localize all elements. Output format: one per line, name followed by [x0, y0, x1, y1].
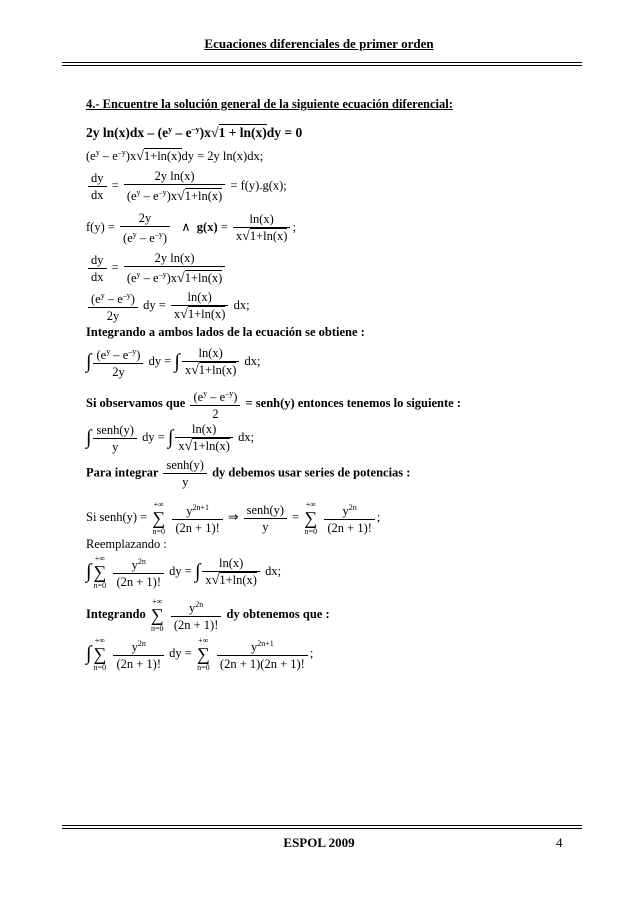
step-6: ∫ $\frac{(e^y - e^{-y})}{2y}$ dy = ∫ $\frac{\ln(x)}{x√1+\ln(x)}$ dx; — [86, 346, 261, 379]
step-4: $\frac{dy}{dx}$ = $\frac{\text{2y ln(x)}}{(e^y - e^{-y})x√1+\ln(x)}$ — [86, 250, 227, 287]
integrating-text: Integrando a ambos lados de la ecuación se obtiene : — [86, 325, 365, 339]
step-7: ∫ $\frac{\text{senh(y)}}{y}$ dy = ∫ $\frac{\ln(x)}{x√1+\ln(x)}$ dx; — [86, 422, 255, 454]
header-rule — [62, 65, 582, 66]
integrating-2-line: Integrando +∞ ∑ n=0 $\frac{y^{2n}}{(2n + 1)!}$ dy obtenemos que : — [86, 597, 330, 633]
final-result: ∫+∞ ∑ n=0 $\frac{y^{2n}}{(2n + 1)!}$ dy = +∞ ∑ n=0 $\frac{y^{2n+1}}{(2n + 1)(2n + 1)!}$ ; — [86, 636, 314, 672]
series-definition: Si senh(y) = +∞ ∑ n=0 $\frac{y^{2n+1}}{(2n + 1)!}$ ⇒ $\frac{\text{senh(y)}}{y}$ = +∞ ∑ n=0 $\frac{y^{2n}}{(2n + 1)!}$ ; — [86, 500, 381, 536]
step-3: f(y) = $\frac{2y}{(e^y - e^{-y})}$ ∧ g(x) = $\frac{\ln(x)}{x√1+\ln(x)}$ ; — [86, 211, 296, 245]
exercise-title: 4.- Encuentre la solución general de la siguiente ecuación diferencial: — [86, 97, 453, 111]
step-2: $\frac{dy}{dx}$ = $\frac{\text{2y ln(x)}}{(e^y - e^{-y})x√1+\ln(x)}$ = f(y).g(x); — [86, 168, 287, 205]
header-rule — [62, 62, 582, 63]
main-equation: 2y $\ln(x)dx - (e^y - e^{-y})x√1 + \ln(x)dy = 0$ — [86, 125, 303, 141]
power-series-line: Para integrar $\frac{\text{senh(y)}}{y}$ dy debemos usar series de potencias : — [86, 458, 411, 489]
page-number: 4 — [556, 835, 563, 850]
step-1: $(e^y - e^{-y})x√1+\ln(x)dy = 2y$ ln(x)dx; — [86, 148, 264, 164]
footer-rule — [62, 825, 582, 826]
footer-rule — [62, 828, 582, 829]
page-header-title: Ecuaciones diferenciales de primer orden — [204, 36, 434, 51]
footer-text: ESPOL 2009 — [283, 835, 355, 850]
observe-line: Si observamos que $\frac{(e^y - e^{-y})}{2}$ = senh(y) entonces tenemos lo siguiente : — [86, 386, 461, 422]
step-5: $\frac{(e^y - e^{-y})}{2y}$ dy = $\frac{\ln(x)}{x√1+\ln(x)}$ dx; — [86, 288, 250, 324]
replacing-text: Reemplazando : — [86, 537, 167, 551]
step-8: ∫+∞ ∑ n=0 $\frac{y^{2n}}{(2n + 1)!}$ dy = ∫ $\frac{\ln(x)}{x√1+\ln(x)}$ dx; — [86, 554, 282, 590]
